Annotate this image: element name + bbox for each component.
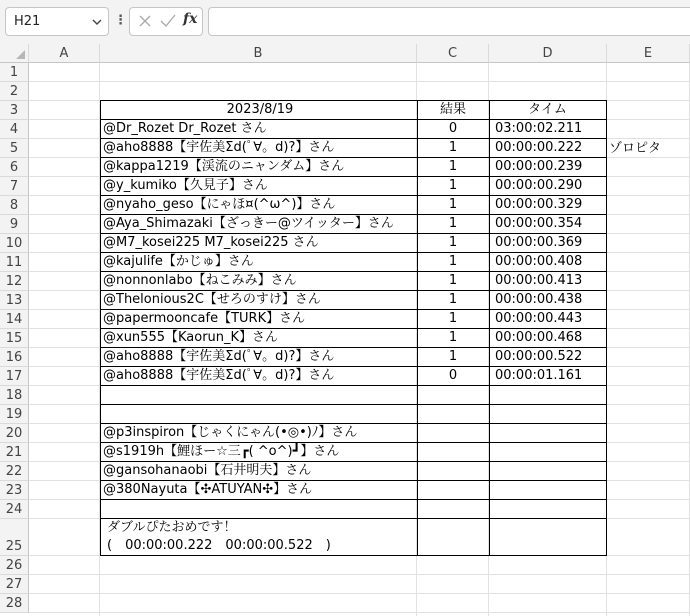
table-row: [100, 329, 607, 348]
name-cell[interactable]: [100, 215, 418, 234]
time-cell[interactable]: [489, 272, 607, 291]
result-value: 1: [448, 349, 458, 364]
name-label: @aho8888【宇佐美Σd(ﾟ∀。d)?】さん: [103, 140, 335, 155]
name-box[interactable]: [5, 7, 109, 36]
result-cell[interactable]: [417, 310, 490, 329]
formula-bar: [0, 0, 690, 44]
time-cell[interactable]: [489, 177, 607, 196]
result-value: 1: [448, 197, 458, 212]
name-cell[interactable]: [100, 310, 418, 329]
time-value: 00:00:00.354: [495, 216, 583, 231]
table-row: [100, 348, 607, 367]
name-label: @xun555【Kaorun_K】さん: [103, 330, 279, 345]
gridline-horizontal: [29, 574, 690, 575]
time-cell[interactable]: [489, 462, 607, 481]
time-value: 00:00:00.413: [495, 273, 583, 288]
header-date-label: 2023/8/19: [226, 102, 294, 117]
time-cell[interactable]: [489, 253, 607, 272]
time-value: 03:00:02.211: [495, 121, 583, 136]
name-cell[interactable]: [100, 405, 418, 424]
result-cell[interactable]: [417, 348, 490, 367]
row-header-10[interactable]: 10: [0, 234, 29, 253]
result-cell[interactable]: [417, 424, 490, 443]
table-row: [100, 177, 607, 196]
table-row: [100, 405, 607, 424]
table-row: [100, 500, 607, 519]
header-date-cell[interactable]: [100, 100, 418, 120]
row-header-28[interactable]: 28: [0, 594, 29, 613]
more-options-icon[interactable]: ⋮: [114, 13, 127, 28]
table-row: [100, 462, 607, 481]
result-cell[interactable]: [417, 405, 490, 424]
name-cell[interactable]: [100, 462, 418, 481]
time-cell[interactable]: [489, 139, 607, 158]
table-row: [100, 481, 607, 500]
row-header-13[interactable]: 13: [0, 291, 29, 310]
time-value: 00:00:00.239: [495, 159, 583, 174]
name-cell[interactable]: [100, 348, 418, 367]
name-label: @Aya_Shimazaki【ざっきー@ツイッター】さん: [103, 216, 394, 231]
name-label: @Dr_Rozet Dr_Rozet さん: [103, 121, 267, 136]
name-label: @papermooncafe【TURK】さん: [103, 311, 306, 326]
result-value: 1: [448, 273, 458, 288]
table-row: [100, 272, 607, 291]
time-cell[interactable]: [489, 348, 607, 367]
result-cell[interactable]: [417, 177, 490, 196]
result-value: 1: [448, 235, 458, 250]
result-value: 1: [448, 178, 458, 193]
result-cell[interactable]: [417, 253, 490, 272]
time-value: 00:00:00.468: [495, 330, 583, 345]
header-result-label: 結果: [439, 102, 466, 117]
row-header-18[interactable]: 18: [0, 386, 29, 405]
column-header-a[interactable]: A: [29, 44, 100, 63]
time-value: 00:00:00.438: [495, 292, 583, 307]
result-value: 1: [448, 254, 458, 269]
enter-icon[interactable]: [160, 14, 176, 28]
row-header-3[interactable]: 3: [0, 101, 29, 120]
result-cell[interactable]: [417, 481, 490, 500]
row-header-20[interactable]: 20: [0, 424, 29, 443]
cell-e5-note[interactable]: ゾロピタ: [609, 141, 662, 156]
result-cell[interactable]: [417, 215, 490, 234]
row-header-2[interactable]: 2: [0, 82, 29, 101]
header-time-cell[interactable]: [489, 100, 607, 120]
result-cell[interactable]: [417, 329, 490, 348]
result-value: 1: [448, 159, 458, 174]
time-cell[interactable]: [489, 196, 607, 215]
row-header-1[interactable]: 1: [0, 63, 29, 82]
table-row: [100, 291, 607, 310]
time-cell[interactable]: [489, 215, 607, 234]
select-all-button[interactable]: [0, 44, 29, 63]
row-header-24[interactable]: 24: [0, 500, 29, 519]
worksheet-grid[interactable]: [0, 44, 690, 616]
row-header-16[interactable]: 16: [0, 348, 29, 367]
time-value: 00:00:00.443: [495, 311, 583, 326]
name-cell[interactable]: [100, 291, 418, 310]
time-value: 00:00:01.161: [495, 368, 583, 383]
time-cell[interactable]: [489, 120, 607, 139]
name-cell[interactable]: [100, 177, 418, 196]
name-cell[interactable]: [100, 272, 418, 291]
result-cell[interactable]: [417, 120, 490, 139]
name-cell[interactable]: [100, 500, 418, 519]
time-value: 00:00:00.290: [495, 178, 583, 193]
time-cell[interactable]: [489, 367, 607, 386]
chevron-down-icon[interactable]: [92, 17, 102, 27]
note-result-cell[interactable]: [417, 519, 490, 556]
row-header-6[interactable]: 6: [0, 158, 29, 177]
name-box-value: H21: [14, 14, 41, 29]
row-header-22[interactable]: 22: [0, 462, 29, 481]
time-value: 00:00:00.522: [495, 349, 583, 364]
result-cell[interactable]: [417, 386, 490, 405]
name-cell[interactable]: [100, 481, 418, 500]
result-value: 1: [448, 311, 458, 326]
result-cell[interactable]: [417, 139, 490, 158]
name-label: @kajulife【かじゅ】さん: [103, 254, 254, 269]
row-header-23[interactable]: 23: [0, 481, 29, 500]
result-cell[interactable]: [417, 500, 490, 519]
result-cell[interactable]: [417, 234, 490, 253]
result-value: 1: [448, 216, 458, 231]
name-label: @Thelonious2C【せろのすけ】さん: [103, 292, 321, 307]
name-cell[interactable]: [100, 329, 418, 348]
table-row: [100, 424, 607, 443]
table-row: [100, 196, 607, 215]
result-cell[interactable]: [417, 462, 490, 481]
table-note-row: [100, 519, 607, 556]
result-cell[interactable]: [417, 291, 490, 310]
time-cell[interactable]: [489, 386, 607, 405]
time-cell[interactable]: [489, 500, 607, 519]
time-cell[interactable]: [489, 329, 607, 348]
table-row: [100, 367, 607, 386]
row-header-15[interactable]: 15: [0, 329, 29, 348]
gridline-horizontal: [29, 81, 690, 82]
name-cell[interactable]: [100, 424, 418, 443]
row-header-5[interactable]: 5: [0, 139, 29, 158]
table-row: [100, 158, 607, 177]
column-header-e[interactable]: E: [607, 44, 690, 63]
row-header-14[interactable]: 14: [0, 310, 29, 329]
table-row: [100, 139, 607, 158]
time-cell[interactable]: [489, 234, 607, 253]
note-time-cell[interactable]: [489, 519, 607, 556]
name-label: @aho8888【宇佐美Σd(ﾟ∀。d)?】さん: [103, 349, 335, 364]
header-result-cell[interactable]: [417, 100, 490, 120]
name-cell[interactable]: [100, 234, 418, 253]
name-label: @nyaho_geso【にゃほ¤(^ω^)】さん: [103, 197, 336, 212]
row-header-4[interactable]: 4: [0, 120, 29, 139]
gridline-horizontal: [29, 593, 690, 594]
header-time-label: タイム: [528, 102, 567, 117]
note-line-2: ( 00:00:00.222 00:00:00.522 ): [107, 538, 331, 553]
cancel-icon[interactable]: [138, 14, 152, 28]
name-cell[interactable]: [100, 367, 418, 386]
formula-input[interactable]: [208, 7, 690, 36]
name-cell[interactable]: [100, 120, 418, 139]
row-header-19[interactable]: 19: [0, 405, 29, 424]
table-row: [100, 310, 607, 329]
row-header-26[interactable]: 26: [0, 556, 29, 575]
name-label: @kappa1219【渓流のニャンダム】さん: [103, 159, 345, 174]
row-header-25[interactable]: 25: [0, 519, 29, 556]
time-cell[interactable]: [489, 158, 607, 177]
name-label: @p3inspiron【じゃくにゃん(•◎•)ﾉ】さん: [103, 425, 358, 440]
time-cell[interactable]: [489, 291, 607, 310]
row-header-17[interactable]: 17: [0, 367, 29, 386]
name-cell[interactable]: [100, 158, 418, 177]
name-label: @M7_kosei225 M7_kosei225 さん: [103, 235, 319, 250]
result-value: 1: [448, 292, 458, 307]
time-cell[interactable]: [489, 310, 607, 329]
formula-buttons: [129, 7, 203, 36]
time-cell[interactable]: [489, 405, 607, 424]
row-header-27[interactable]: 27: [0, 575, 29, 594]
table-row: [100, 120, 607, 139]
table-row: [100, 386, 607, 405]
name-label: @aho8888【宇佐美Σd(ﾟ∀。d)?】さん: [103, 368, 335, 383]
name-cell[interactable]: [100, 443, 418, 462]
name-label: @s1919h【鯉ほー☆三┏( ^o^)┛】さん: [103, 444, 340, 459]
row-header-9[interactable]: 9: [0, 215, 29, 234]
result-value: 1: [448, 330, 458, 345]
row-header-11[interactable]: 11: [0, 253, 29, 272]
row-header-21[interactable]: 21: [0, 443, 29, 462]
time-value: 00:00:00.369: [495, 235, 583, 250]
time-value: 00:00:00.329: [495, 197, 583, 212]
time-value: 00:00:00.408: [495, 254, 583, 269]
name-cell[interactable]: [100, 253, 418, 272]
time-cell[interactable]: [489, 443, 607, 462]
note-cell[interactable]: [100, 519, 418, 556]
name-label: @y_kumiko【久見子】さん: [103, 178, 268, 193]
name-cell[interactable]: [100, 196, 418, 215]
table-row: [100, 234, 607, 253]
name-cell[interactable]: [100, 386, 418, 405]
time-cell[interactable]: [489, 481, 607, 500]
result-cell[interactable]: [417, 158, 490, 177]
column-header-c[interactable]: C: [417, 44, 489, 63]
name-label: @380Nayuta【✣ATUYAN✣】さん: [103, 482, 313, 497]
table-row: [100, 443, 607, 462]
result-value: 0: [448, 368, 458, 383]
table-row: [100, 215, 607, 234]
row-header-12[interactable]: 12: [0, 272, 29, 291]
table-row: [100, 253, 607, 272]
name-cell[interactable]: [100, 139, 418, 158]
name-label: @gansohanaobi【石井明夫】さん: [103, 463, 312, 478]
time-value: 00:00:00.222: [495, 140, 583, 155]
row-header-7[interactable]: 7: [0, 177, 29, 196]
table-header-row: [100, 101, 607, 120]
column-header-b[interactable]: B: [100, 44, 417, 63]
time-cell[interactable]: [489, 424, 607, 443]
name-label: @nonnonlabo【ねこみみ】さん: [103, 273, 297, 288]
row-header-8[interactable]: 8: [0, 196, 29, 215]
result-cell[interactable]: [417, 196, 490, 215]
gridline-horizontal: [29, 612, 690, 613]
result-cell[interactable]: [417, 443, 490, 462]
result-value: 0: [448, 121, 458, 136]
result-cell[interactable]: [417, 272, 490, 291]
note-line-1: ダブルぴたおめです！: [107, 520, 237, 535]
result-cell[interactable]: [417, 367, 490, 386]
insert-function-icon[interactable]: fx: [183, 11, 198, 27]
result-value: 1: [448, 140, 458, 155]
column-header-d[interactable]: D: [489, 44, 607, 63]
